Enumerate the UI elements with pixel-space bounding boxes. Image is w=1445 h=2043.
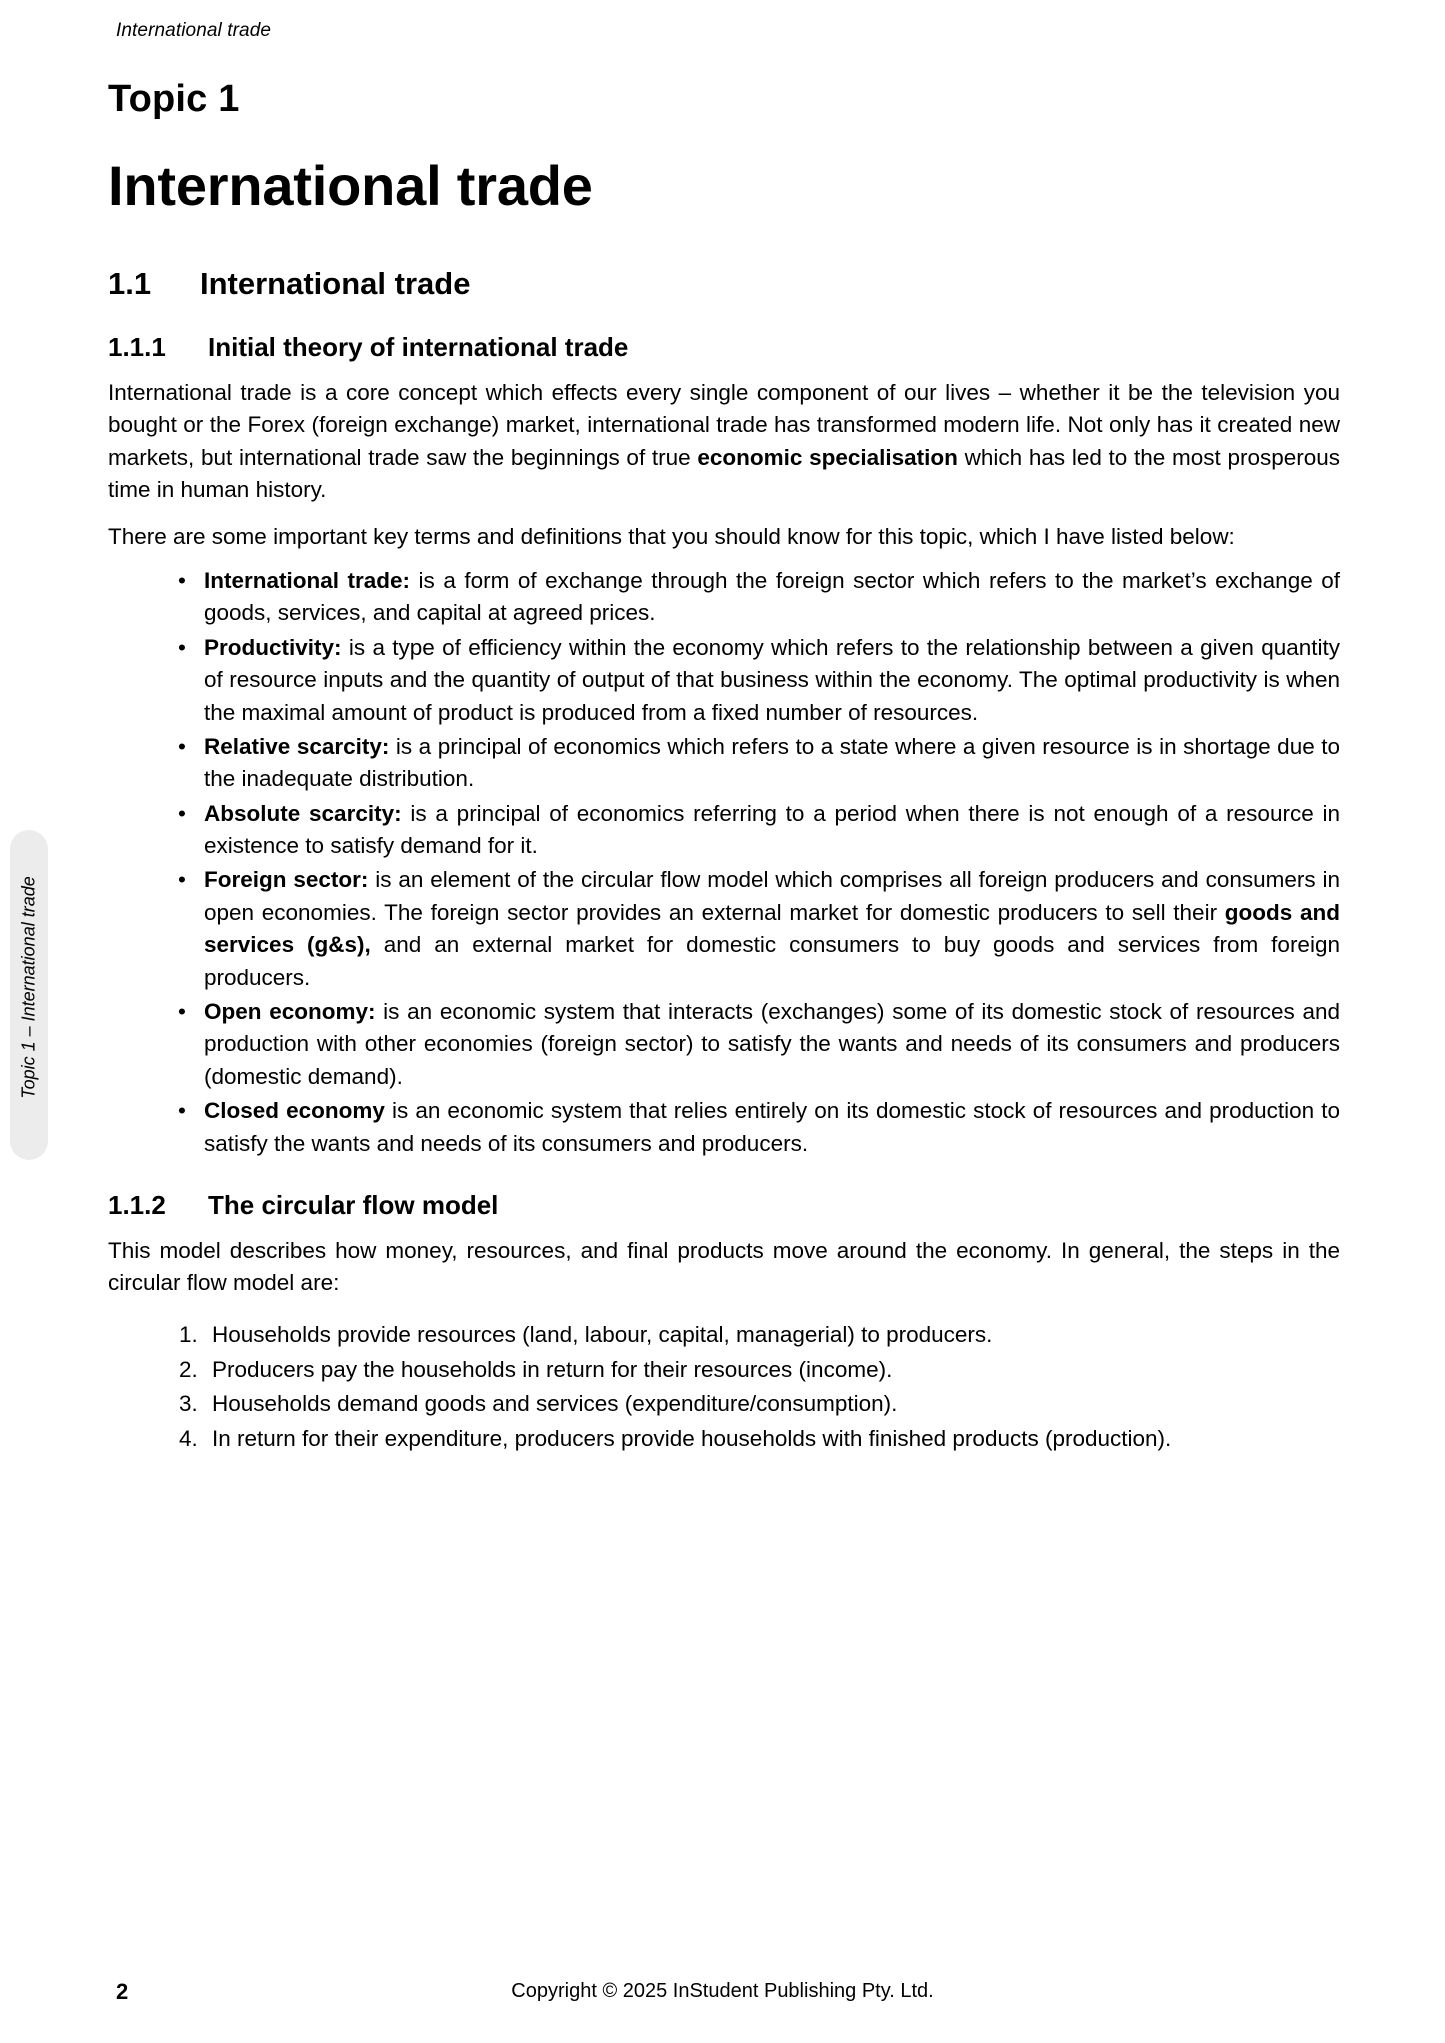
intro-paragraph-pre: International trade is a core concept which effects every single component of our lives – whether it be the television you bought or the Forex (foreign exchange) market, international trade has transformed modern life. Not only has it created new markets, but international trade saw the beginnings of true (108, 380, 1340, 470)
intro-paragraph-bold: economic specialisation (697, 444, 958, 470)
key-terms-lead-in: There are some important key terms and definitions that you should know for this topic, which I have listed below: (108, 523, 1235, 549)
term-definition: is a principal of economics referring to a period when there is not enough of a resource in existence to satisfy demand for it. (204, 800, 1340, 859)
circular-flow-paragraph: This model describes how money, resources, and final products move around the economy. In general, the steps in the circular flow model are: (108, 1237, 1340, 1296)
subsection-title-111: Initial theory of international trade (208, 332, 629, 362)
list-item: 4. In return for their expenditure, producers provide households with finished products (production). (204, 1422, 1340, 1456)
list-item (178, 632, 1340, 729)
page-content (108, 78, 1340, 1456)
term-definition: is a principal of economics which refers to a state where a given resource is in shortage due to the inadequate distribution. (204, 733, 1341, 792)
page-title: International trade (108, 154, 593, 217)
subsection-title-112: The circular flow model (208, 1189, 499, 1220)
section-title: International trade (200, 266, 471, 301)
term-label: Productivity: (204, 634, 342, 660)
key-terms-list (108, 565, 1340, 1160)
intro-paragraph (108, 377, 1340, 507)
list-item: 1. Households provide resources (land, labour, capital, managerial) to producers. (204, 1318, 1340, 1352)
section-heading (108, 266, 1340, 302)
list-item (178, 731, 1340, 796)
list-item (178, 996, 1340, 1093)
term-definition: is a type of efficiency within the economy which refers to the relationship between a given quantity of resource inputs and the quantity of output of that business within the economy. The optimal productivity is when the maximal amount of product is produced from a fixed number of resources. (204, 634, 1340, 725)
intro-paragraph-post: which has led to the most prosperous time in human history. (108, 444, 1341, 503)
term-definition: is an element of the circular flow model which comprises all foreign producers and consumers in open economies. The foreign sector provides an external market for domestic producers to sell their (204, 867, 1340, 925)
subsection-heading-112 (108, 1190, 1340, 1221)
topic-number: Topic 1 (108, 78, 240, 120)
term-label: Closed economy (204, 1098, 385, 1124)
term-label: International trade: (204, 567, 411, 593)
list-item (178, 798, 1340, 863)
term-definition-bold: goods and services (g&s), (204, 899, 1340, 958)
term-definition: is an economic system that relies entirely on its domestic stock of resources and production to satisfy the wants and needs of its consumers and producers. (204, 1098, 1340, 1156)
side-tab-label: Topic 1 – International trade (18, 876, 39, 1099)
subsection-heading-111 (108, 332, 1340, 363)
term-label: Relative scarcity: (204, 733, 390, 759)
side-tab (10, 830, 48, 1160)
term-label: Absolute scarcity: (204, 800, 402, 826)
term-label: Foreign sector: (204, 867, 369, 893)
term-definition-post: and an external market for domestic consumers to buy goods and services from foreign producers. (204, 932, 1340, 990)
list-item (178, 1095, 1340, 1160)
circular-flow-steps (108, 1318, 1340, 1456)
list-item (178, 565, 1340, 630)
term-definition: is a form of exchange through the foreign sector which refers to the market’s exchange of goods, services, and capital at agreed prices. (204, 567, 1340, 626)
subsection-number-111: 1.1.1 (108, 332, 166, 362)
list-item (178, 864, 1340, 994)
page-number: 2 (116, 1979, 129, 2004)
copyright-notice: Copyright © 2025 InStudent Publishing Pty. Ltd. (511, 1980, 934, 2002)
section-number: 1.1 (108, 266, 152, 301)
list-item: 2. Producers pay the households in return for their resources (income). (204, 1353, 1340, 1387)
term-label: Open economy: (204, 999, 376, 1025)
running-header: International trade (116, 20, 272, 41)
list-item: 3. Households demand goods and services (expenditure/consumption). (204, 1387, 1340, 1421)
term-definition: is an economic system that interacts (exchanges) some of its domestic stock of resources and production with other economies (foreign sector) to satisfy the wants and needs of its consumers and producers (domestic demand). (204, 999, 1340, 1089)
subsection-number-112: 1.1.2 (108, 1189, 166, 1220)
